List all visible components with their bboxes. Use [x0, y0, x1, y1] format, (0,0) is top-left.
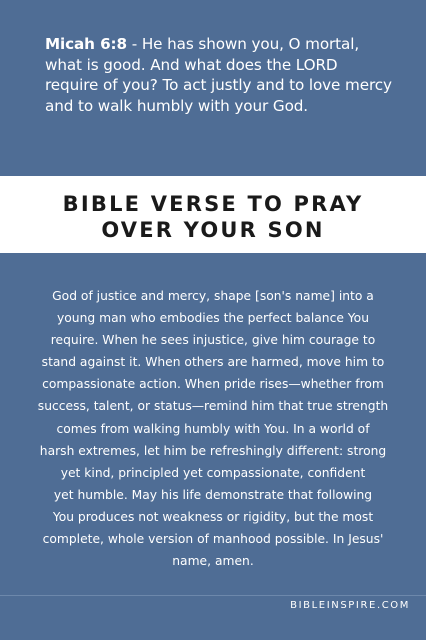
verse-body: - He has shown you, O mortal, what is good. And what does the LORD require of you? To act justly and to love mercy and to walk humbly with your God.	[45, 35, 392, 115]
prayer-line: young man who embodies the perfect balance You	[57, 311, 369, 326]
prayer-line: success, talent, or status—remind him that true strength	[37, 399, 389, 414]
prayer-line: God of justice and mercy, shape [son's name] into a	[52, 289, 374, 303]
prayer-line: name, amen.	[172, 554, 254, 569]
prayer-line: stand against it. When others are harmed, move him to	[41, 355, 385, 370]
verse-text	[45, 34, 395, 116]
verse-panel	[0, 0, 426, 176]
prayer-line: You produces not weakness or rigidity, but the most	[52, 509, 374, 524]
prayer-line: yet humble. May his life demonstrate that following	[53, 487, 373, 502]
prayer-line: comes from walking humbly with You. In a world of	[56, 421, 370, 436]
prayer-text	[22, 285, 404, 572]
prayer-line: yet kind, principled yet compassionate, confident	[60, 465, 366, 480]
title-band	[0, 176, 426, 253]
prayer-line: compassionate action. When pride rises—whether from	[42, 377, 384, 392]
site-url[interactable]: BIBLEINSPIRE.COM	[290, 600, 410, 611]
title-line-1: BIBLE VERSE TO PRAY	[62, 192, 364, 216]
page-title	[0, 191, 426, 243]
prayer-line: harsh extremes, let him be refreshingly different: strong	[39, 443, 387, 458]
footer-divider	[0, 595, 426, 596]
prayer-line: complete, whole version of manhood possible. In Jesus'	[42, 532, 384, 547]
title-line-2: OVER YOUR SON	[101, 218, 325, 242]
verse-reference: Micah 6:8	[45, 35, 127, 53]
prayer-line: require. When he sees injustice, give him courage to	[50, 333, 376, 348]
